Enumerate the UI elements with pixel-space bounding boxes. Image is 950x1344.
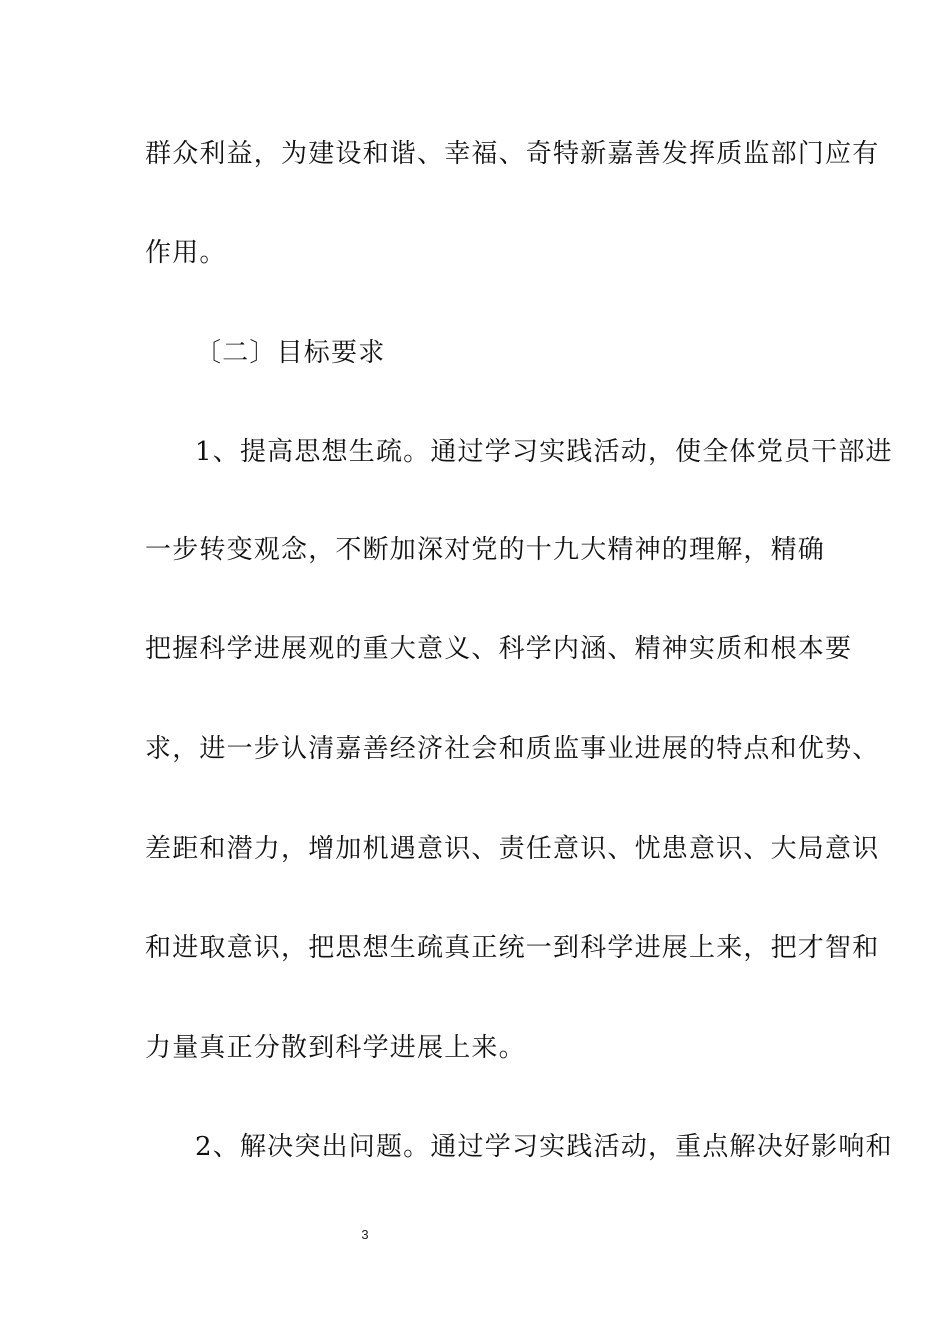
paragraph-line-9: 力量真正分散到科学进展上来。 [145,1033,526,1063]
paragraph-line-4: 一步转变观念，不断加深对党的十九大精神的理解，精确 [145,535,826,565]
paragraph-line-2: 作用。 [145,238,227,268]
paragraph-line-5: 把握科学进展观的重大意义、科学内涵、精神实质和根本要 [145,634,853,664]
page-number: 3 [361,1227,369,1242]
paragraph-line-8: 和进取意识，把思想生疏真正统一到科学进展上来，把才智和 [145,933,880,963]
paragraph-line-3: 1、提高思想生疏。通过学习实践活动，使全体党员干部进 [195,437,893,467]
paragraph-line-7: 差距和潜力，增加机遇意识、责任意识、忧患意识、大局意识 [145,834,880,864]
paragraph-line-1: 群众利益，为建设和谐、幸福、奇特新嘉善发挥质监部门应有 [145,139,880,169]
section-heading-target-requirements: 〔二〕目标要求 [195,338,386,368]
paragraph-line-6: 求，进一步认清嘉善经济社会和质监事业进展的特点和优势、 [145,734,880,764]
paragraph-line-10: 2、解决突出问题。通过学习实践活动，重点解决好影响和 [195,1132,893,1162]
